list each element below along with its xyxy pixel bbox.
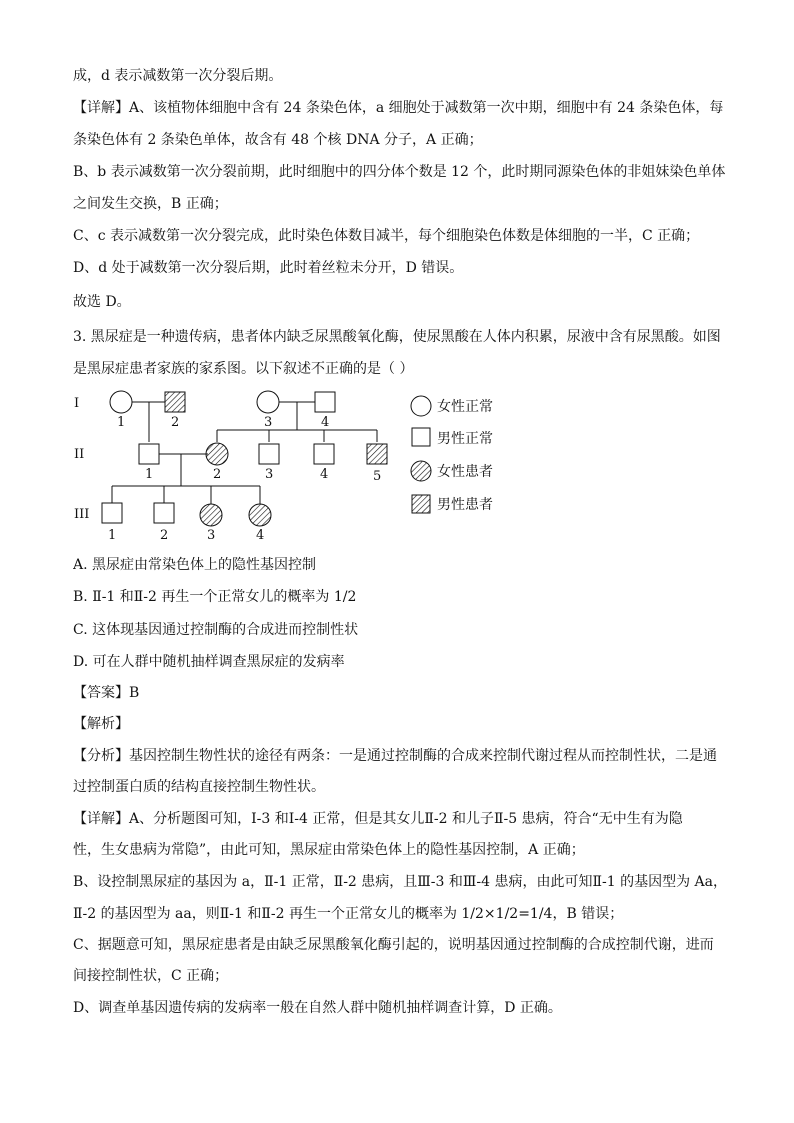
text-line: B、b 表示减数第一次分裂前期，此时细胞中的四分体个数是 12 个，此时期同源染色体的非姐妹染色单体 bbox=[73, 164, 726, 180]
text-line: 【详解】A、该植物体细胞中含有 24 条染色体，a 细胞处于减数第一次中期，细胞中有 24 条染色体，每 bbox=[73, 100, 724, 116]
text-line: D、d 处于减数第一次分裂后期，此时着丝粒未分开，D 错误。 bbox=[73, 260, 464, 276]
individual-label: 3 bbox=[207, 528, 216, 542]
individual-label: 3 bbox=[265, 467, 274, 482]
individual-II-3-normal-male bbox=[259, 444, 279, 464]
individual-label: 4 bbox=[321, 415, 330, 430]
text-line: 成，d 表示减数第一次分裂后期。 bbox=[73, 68, 283, 84]
legend-affected-female-icon bbox=[411, 461, 431, 481]
individual-label: 4 bbox=[256, 528, 265, 542]
legend-affected-male-label: 男性患者 bbox=[437, 497, 493, 513]
text-line: 过控制蛋白质的结构直接控制生物性状。 bbox=[73, 779, 325, 795]
text-line: C、据题意可知，黑尿症患者是由缺乏尿黑酸氧化酶引起的，说明基因通过控制酶的合成控制代谢，进而 bbox=[73, 937, 714, 953]
generation-label-2: II bbox=[74, 447, 85, 462]
individual-II-5-affected-male bbox=[367, 444, 387, 464]
individual-III-2-normal-male bbox=[154, 503, 174, 523]
individual-II-1-normal-male bbox=[139, 444, 159, 464]
legend-affected-female-label: 女性患者 bbox=[437, 464, 493, 480]
individual-label: 3 bbox=[264, 415, 273, 430]
individual-label: 1 bbox=[117, 415, 126, 430]
text-line: 条染色体有 2 条染色单体，故含有 48 个核 DNA 分子，A 正确； bbox=[73, 132, 483, 148]
text-line: 性，生女患病为常隐”，由此可知，黑尿症由常染色体上的隐性基因控制，A 正确； bbox=[73, 842, 585, 858]
option-b: B. Ⅱ-1 和Ⅱ-2 再生一个正常女儿的概率为 1/2 bbox=[73, 589, 357, 605]
legend-normal-male-icon bbox=[412, 428, 430, 446]
individual-III-4-affected-female bbox=[249, 504, 271, 526]
individual-label: 1 bbox=[145, 467, 154, 482]
text-line: 【详解】A、分析题图可知，Ⅰ-3 和Ⅰ-4 正常，但是其女儿Ⅱ-2 和儿子Ⅱ-5 患病，符合“无中生有为隐 bbox=[73, 811, 683, 827]
individual-I-4-normal-male bbox=[315, 392, 335, 412]
option-c: C. 这体现基因通过控制酶的合成进而控制性状 bbox=[73, 622, 359, 638]
individual-label: 2 bbox=[160, 528, 169, 542]
generation-label-1: I bbox=[74, 396, 80, 411]
individual-label: 4 bbox=[320, 467, 329, 482]
generation-label-3: III bbox=[74, 507, 90, 522]
individual-III-1-normal-male bbox=[102, 503, 122, 523]
pedigree-chart bbox=[60, 382, 520, 542]
question-stem: 是黑尿症患者家族的家系图。以下叙述不正确的是（ ） bbox=[73, 361, 414, 377]
legend-affected-male-icon bbox=[412, 495, 430, 513]
individual-label: 2 bbox=[213, 467, 222, 482]
answer: 【答案】B bbox=[73, 685, 140, 701]
text-line: D、调查单基因遗传病的发病率一般在自然人群中随机抽样调查计算，D 正确。 bbox=[73, 1000, 562, 1016]
legend-normal-female-icon bbox=[411, 396, 431, 416]
text-line: 之间发生交换，B 正确； bbox=[73, 196, 228, 212]
legend-normal-male-label: 男性正常 bbox=[437, 431, 493, 447]
legend-normal-female-label: 女性正常 bbox=[437, 399, 493, 415]
individual-I-2-affected-male bbox=[165, 392, 185, 412]
option-a: A. 黑尿症由常染色体上的隐性基因控制 bbox=[73, 557, 317, 573]
individual-I-1-normal-female bbox=[110, 391, 132, 413]
analysis-heading: 【解析】 bbox=[73, 716, 129, 732]
individual-II-2-affected-female bbox=[206, 443, 228, 465]
individual-I-3-normal-female bbox=[257, 391, 279, 413]
individual-label: 2 bbox=[171, 415, 180, 430]
text-line: 故选 D。 bbox=[73, 294, 131, 310]
individual-II-4-normal-male bbox=[314, 444, 334, 464]
text-line: B、设控制黑尿症的基因为 a，Ⅱ-1 正常，Ⅱ-2 患病，且Ⅲ-3 和Ⅲ-4 患病，由此可知Ⅱ-1 的基因型为 Aa， bbox=[73, 874, 727, 890]
question-stem: 3. 黑尿症是一种遗传病，患者体内缺乏尿黑酸氧化酶，使尿黑酸在人体内积累，尿液中含有尿黑酸。如图 bbox=[73, 329, 721, 345]
individual-label: 1 bbox=[108, 528, 117, 542]
individual-label: 5 bbox=[373, 469, 382, 484]
text-line: 间接控制性状，C 正确； bbox=[73, 968, 229, 984]
text-line: 【分析】基因控制生物性状的途径有两条：一是通过控制酶的合成来控制代谢过程从而控制性状，二是通 bbox=[73, 748, 717, 764]
individual-III-3-affected-female bbox=[200, 504, 222, 526]
text-line: Ⅱ-2 的基因型为 aa，则Ⅱ-1 和Ⅱ-2 再生一个正常女儿的概率为 1/2×1/2=1/4，B 错误； bbox=[73, 906, 624, 922]
text-line: C、c 表示减数第一次分裂完成，此时染色体数目减半，每个细胞染色体数是体细胞的一半，C 正确； bbox=[73, 228, 700, 244]
option-d: D. 可在人群中随机抽样调查黑尿症的发病率 bbox=[73, 654, 345, 670]
